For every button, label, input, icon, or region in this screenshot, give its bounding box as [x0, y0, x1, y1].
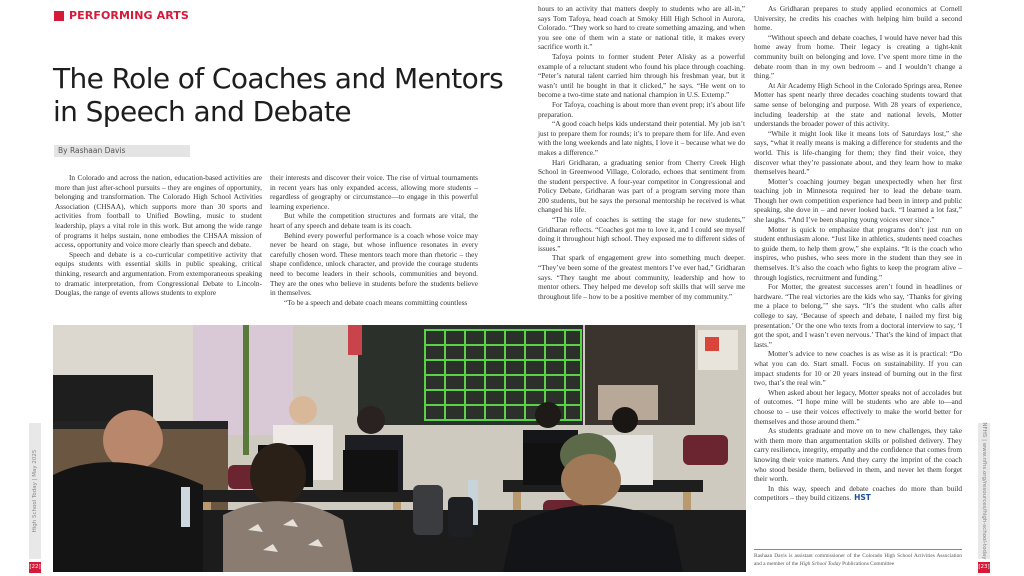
article-title: The Role of Coaches and Mentors in Speech and Debate: [53, 62, 504, 128]
bio-text-end: Publications Committee: [840, 560, 895, 567]
paragraph-text: In this way, speech and debate coaches do more than build competitors – they build citizens.: [754, 483, 962, 503]
paragraph: Motter is quick to emphasize that programs don’t just run on student enthusiasm alone. “Just like in athletics, students need coaches to guide them, to help them grow,” she explains. “It is the coach who inspires, who pushes, who sees more in the student than they see in themselves. It’s also the coach who fights to keep the program alive – through logistics, recruitment and funding.”: [754, 224, 962, 282]
column-4: [754, 4, 962, 503]
paragraph: As Gridharan prepares to study applied economics at Cornell University, he credits his coaches with helping him build a second home.: [754, 4, 962, 33]
column-3: [538, 4, 745, 301]
bio-publication: High School Today: [799, 560, 841, 567]
author-bio: [754, 553, 962, 568]
paragraph: At Air Academy High School in the Colorado Springs area, Renee Motter has spent nearly three decades coaching students toward that same sense of belonging and purpose. With 28 years of experience, including leadership at the state and national levels, Motter understands the broader power of this activity.: [754, 80, 962, 129]
section-square-icon: [54, 11, 64, 21]
paragraph: As students graduate and move on to new challenges, they take with them more than argumentation skills or polished delivery. They carry resilience, integrity, empathy and the confidence that comes from knowing their voice matters. And they carry the imprint of the coach who stood beside them, believed in them, and never let them forget their worth.: [754, 426, 962, 484]
running-text: NFHS | www.nfhs.org/resources/high-school-today: [981, 422, 987, 560]
paragraph: That spark of engagement grew into something much deeper. “They’ve been some of the greatest mentors I’ve ever had,” Gridharan says. “They taught me about community, leadership and how to mentor others. They helped me develop soft skills that will serve me throughout life – how to be a positive member of my community.”: [538, 253, 745, 301]
section-tag: [54, 9, 189, 22]
paragraph: “To be a speech and debate coach means committing countless: [284, 297, 468, 307]
paragraph: Behind every powerful performance is a coach whose voice may never be heard on stage, but whose influence resonates in every carefully chosen word. These mentors teach more than rhetoric – they shape confidence, unlock character, and provide the courage students need to become leaders in their schools, communities and beyond. They are the ones who believe in students before the students believe in themselves.: [270, 230, 478, 298]
running-footer-right: [978, 423, 990, 559]
paragraph: In Colorado and across the nation, education-based activities are more than just after-school pursuits – they are engines of opportunity, belonging and transformation. The Colorado High School Activities Association (CHSAA), which supports more than 30 sports and activities from football to Unified Bowling, music to student leadership, plays a vital role in this work. But among the wide range of programs it helps sustain, none embodies the CHSAA mission of access, opportunity and voice more clearly than speech and debate.: [55, 173, 262, 250]
paragraph: Motter’s coaching journey began unexpectedly when her first teaching job in Minnesota required her to lead the debate team. Though her own competition experience had been in interp and public speaking, she dove in – and never looked back. “I learned a lot fast,” she laughs. “And I’ve been shaping young voices ever since.”: [754, 176, 962, 225]
paragraph: “The role of coaches is setting the stage for new students,” Gridharan reflects. “Coaches got me to love it, and I could see myself doing it throughout high school. They exposed me to different sides of issues.”: [538, 215, 745, 253]
paragraph: hours to an activity that matters deeply to students who are all-in,” says Tom Tafoya, head coach at Smoky Hill High School in Aurora, Colorado. “They work so hard to create something amazing, and when you see one of them win a state or national title, it makes every sacrifice worth it.”: [538, 4, 745, 52]
end-mark: HST: [854, 493, 871, 503]
paragraph: For Tafoya, coaching is about more than event prep; it’s about life preparation.: [538, 99, 745, 119]
classroom-photo: [53, 325, 746, 572]
paragraph: For Motter, the greatest successes aren’t found in headlines or hardware. “The real victories are the kids who say, ‘Thanks for giving me a place to belong,’” she says. “It’s the student who calls after college to say, ‘Because of speech and debate, I nailed my first big presentation.’ Or the one who texts from a doctoral interview to say, ‘I got the spot, and I wasn’t even nervous.’ That’s the kind of impact that lasts.”: [754, 282, 962, 349]
running-text: High School Today | May 2025: [32, 449, 38, 533]
paragraph: Tafoya points to former student Peter Alisky as a powerful example of a reluctant student who found his place through coaching. “Peter’s natural talent carried him through his freshman year, but it wasn’t until he bought in that it clicked,” he says. “He went on to become a two-time state and national champion in U.S. Extemp.”: [538, 51, 745, 100]
bio-divider: [754, 549, 962, 550]
paragraph: “Without speech and debate coaches, I would have never had this home away from home. Their legacy is creating a tight-knit community built on belonging and love. I’ve spent more time in the debate room than in my own bedroom – and I wouldn’t change a thing.”: [754, 32, 962, 81]
paragraph: their interests and discover their voice. The rise of virtual tournaments in recent years has only expanded access, allowing more students – regardless of geography or circumstance—to engage in this powerful learning experience.: [270, 173, 478, 211]
paragraph: Hari Gridharan, a graduating senior from Cherry Creek High School in Greenwood Village, Colorado, echoes that sentiment from the student perspective. A four-year competitor in Congressional and Policy Debate, Gridharan was part of a program serving more than 200 students, but he says the personal mentorship he received is what changed his life.: [538, 157, 745, 215]
running-footer-left: [29, 423, 41, 559]
bio-text: Rashaan Davis is assistant commissioner of the Colorado High School Activities Association and a member of the: [754, 553, 962, 567]
column-2: [270, 173, 478, 307]
paragraph: “A good coach helps kids understand their potential. My job isn’t just to prepare them for rounds; it’s to prepare them for life. And even with the long weekends and late nights, I love it – because what we do makes a difference.”: [538, 119, 745, 157]
column-1: [55, 173, 262, 298]
byline: By Rashaan Davis: [54, 145, 190, 157]
paragraph: When asked about her legacy, Motter speaks not of accolades but of outcomes. “I hope mine will be students who are able to—and choose to – use their voices effectively to make the world better for themselves and those around them.”: [754, 387, 962, 426]
section-label: PERFORMING ARTS: [69, 9, 189, 22]
photo-illustration: [53, 325, 746, 572]
paragraph: But while the competition structures and formats are vital, the heart of any speech and debate team is its coach.: [270, 211, 478, 230]
paragraph-final: [754, 484, 962, 503]
page-number-left: [22]: [29, 562, 41, 573]
paragraph: “While it might look like it means lots of Saturdays lost,” she says, “what it really means is making a difference for students and the world. This is life-changing for them; they find their voice, they discover what they’re passionate about, and they learn how to make themselves heard.”: [754, 128, 962, 177]
page-number-right: [23]: [978, 562, 990, 573]
paragraph: Speech and debate is a co-curricular competitive activity that equips students with essential skills in public speaking, critical thinking, research and argumentation. From extemporaneous speaking to dramatic interpretation, from Congressional Debate to Lincoln-Douglas, the range of events allows students to explore: [55, 249, 262, 298]
paragraph: Motter’s advice to new coaches is as wise as it is practical: “Do what you can do. Start small. Focus on sustainability. If you can impact students for 10 or 20 years instead of burning out in the first two, that’s the real win.”: [754, 349, 962, 388]
